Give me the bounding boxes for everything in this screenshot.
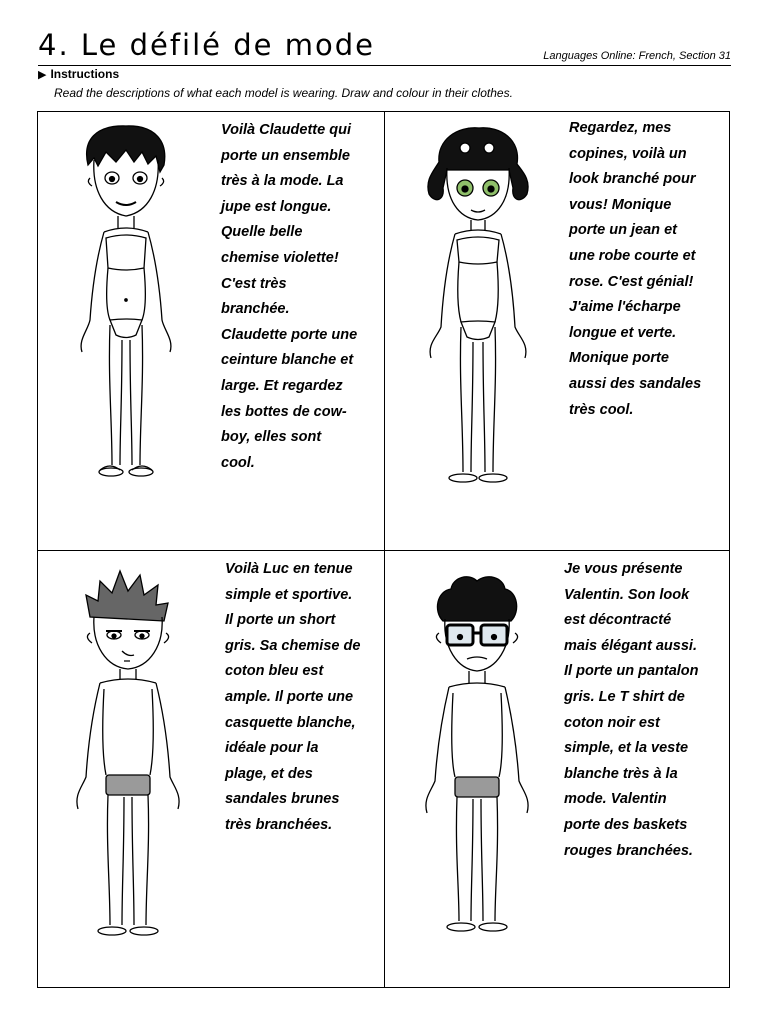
model-description: Regardez, mes copines, voilà un look branché pour vous! Monique porte un jean et une robe courte et rose. C'est génial! J'aime l'écharpe longue et verte. Monique porte aussi des sandales très cool. <box>569 120 702 418</box>
page-title: 4. Le défilé de mode <box>38 28 375 62</box>
model-description: Voilà Claudette qui porte un ensemble très à la mode. La jupe est longue. Quelle belle chemise violette! C'est très branchée. Claudette porte une ceinture blanche et large. Et regardez les bottes de cow- boy, elles sont cool. <box>221 122 358 471</box>
figure-monique[interactable] <box>403 122 553 502</box>
instructions-heading-label: Instructions <box>50 67 120 81</box>
figure-valentin[interactable] <box>403 571 548 946</box>
model-description: Je vous présente Valentin. Son look est décontracté mais élégant aussi. Il porte un pantalon gris. Le T shirt de coton noir est simple, et la veste blanche très à la mode. Valentin porte des baskets rouges branchées. <box>564 561 699 859</box>
source-credit: Languages Online: French, Section 31 <box>543 50 731 62</box>
claudette-illustration <box>56 120 196 495</box>
monique-illustration <box>403 122 553 502</box>
model-card-luc <box>38 551 385 987</box>
figure-luc[interactable] <box>56 565 201 945</box>
page-header <box>38 28 731 66</box>
instructions-heading <box>38 67 119 81</box>
model-card-valentin <box>385 551 729 987</box>
valentin-illustration <box>403 571 548 946</box>
header-rule <box>38 65 731 66</box>
luc-illustration <box>56 565 201 945</box>
model-description: Voilà Luc en tenue simple et sportive. Il porte un short gris. Sa chemise de coton bleu est ample. Il porte une casquette blanche, idéale pour la plage, et des sandales brunes très branchées. <box>225 561 361 833</box>
figure-claudette[interactable] <box>56 120 196 495</box>
instructions-text: Read the descriptions of what each model is wearing. Draw and colour in their clothes. <box>54 86 513 100</box>
model-card-claudette <box>38 112 385 551</box>
model-card-monique <box>385 112 729 551</box>
triangle-arrow-icon: ▶ <box>38 69 47 81</box>
models-grid <box>37 111 730 988</box>
